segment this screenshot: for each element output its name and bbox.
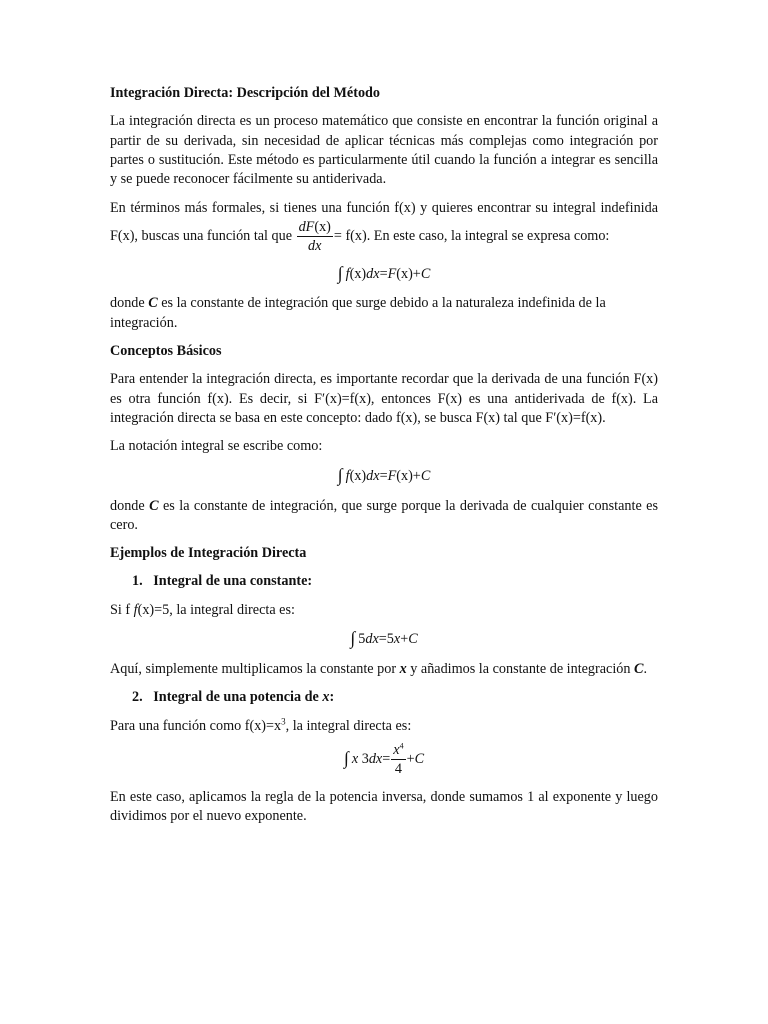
frac-numerator: dF: [298, 219, 315, 236]
eq-x: (x): [349, 467, 367, 484]
formal-paragraph: [110, 198, 658, 254]
example-2-intro: [110, 717, 658, 736]
ex2-label-post: :: [329, 689, 335, 706]
eq4-plus: +: [406, 751, 415, 768]
derivative-fraction: [297, 219, 333, 254]
formal-text-2: = f(x). En este caso, la integral se expresa como:: [333, 228, 610, 245]
eq-Fx: (x): [396, 265, 413, 282]
ex1-expl-pre: Aquí, simplemente multiplicamos la constante por: [110, 661, 400, 678]
donde-paragraph-2: [110, 497, 658, 536]
eq4-num-x: x: [393, 742, 400, 759]
equation-4: [110, 738, 658, 782]
eq3-equals: =: [378, 631, 387, 648]
ex1-x: (x): [137, 601, 155, 618]
intro-paragraph: La integración directa es un proceso matemático que consiste en encontrar la función original a partir de su derivada, sin necesidad de aplicar técnicas más complejas como integración por partes o sustitución. Este método es particularmente útil cuando la función a integrar es sencilla y se puede reconocer fácilmente su antiderivada.: [110, 113, 658, 188]
section-heading-ejemplos: Ejemplos de Integración Directa: [110, 545, 307, 562]
ex1-inline-math: [134, 602, 170, 618]
equation-1: [110, 258, 658, 288]
ex1-intro-post: , la integral directa es:: [169, 601, 295, 618]
example-1-explanation: [110, 660, 658, 679]
ex1-eq: =5: [154, 601, 170, 618]
eq4-den: 4: [394, 761, 402, 778]
integral-equation: [338, 263, 431, 284]
example-1-heading: 1. Integral de una constante:: [132, 573, 313, 590]
donde1-pre: donde: [110, 295, 149, 312]
integral-sign: ∫: [350, 628, 356, 649]
ex1-expl-mid: y añadimos la constante de integración: [406, 661, 635, 678]
eq-C: C: [420, 265, 431, 282]
eq-dx: dx: [366, 467, 380, 484]
example-2-explanation: En este caso, aplicamos la regla de la potencia inversa, donde sumamos 1 al exponente y luego dividimos por el nuevo exponente.: [110, 788, 658, 825]
frac-numerator-arg: (x): [314, 219, 331, 236]
frac-denominator: dx: [308, 238, 322, 255]
eq4-equals: =: [382, 751, 391, 768]
ex2-intro-pre: Para una función como f(x)=x: [110, 717, 282, 734]
ex1-expl-C: C: [634, 661, 644, 678]
integral-equation-3: [350, 628, 417, 649]
donde1-post: es la constante de integración que surge debido a la naturaleza indefinida de la integración.: [110, 295, 606, 331]
eq4-three: 3: [361, 751, 369, 768]
donde1-C: C: [148, 295, 158, 312]
eq3-dx: dx: [365, 631, 379, 648]
eq-F: F: [387, 265, 397, 282]
example-2-heading: [110, 688, 658, 707]
ex2-intro-sup: 3: [281, 715, 286, 726]
integral-sign: ∫: [343, 748, 349, 769]
eq4-dx: dx: [368, 751, 383, 768]
integral-equation-4: [344, 742, 424, 777]
ex2-label-x: x: [322, 689, 330, 706]
conceptos-paragraph: Para entender la integración directa, es importante recordar que la derivada de una función F(x) es otra función f(x). Es decir, si F′(x)=f(x), entonces F(x) es una antiderivada de f(x). La integración directa se basa en este concepto: dado f(x), se busca F(x) tal que F′(x)=f(x).: [110, 371, 658, 426]
ex2-intro-post: , la integral directa es:: [285, 717, 412, 734]
eq3-C: C: [408, 631, 418, 648]
ex1-expl-post: .: [643, 661, 648, 678]
eq3-five: 5: [358, 631, 366, 648]
donde-paragraph-1: [110, 294, 658, 333]
integral-sign: ∫: [337, 262, 343, 283]
formal-text-1: En términos más formales, si tienes una función f(x) y quieres encontrar su integral indefinida F(x), buscas una función tal que: [110, 200, 658, 245]
eq-plus: +: [412, 467, 421, 484]
eq-dx: dx: [366, 265, 380, 282]
eq4-C: C: [414, 751, 425, 768]
notacion-paragraph: La notación integral se escribe como:: [110, 438, 323, 455]
eq-Fx: (x): [396, 467, 413, 484]
donde2-pre: donde: [110, 497, 150, 514]
eq3-plus: +: [400, 631, 409, 648]
eq4-num-sup: 4: [399, 741, 404, 751]
section-heading-conceptos: Conceptos Básicos: [110, 343, 222, 360]
eq-x: (x): [349, 265, 367, 282]
integral-equation-2: [338, 465, 431, 486]
ex1-intro-pre: Si f: [110, 601, 134, 618]
eq-F: F: [387, 467, 397, 484]
donde2-C: C: [149, 497, 159, 514]
document-page: [110, 84, 658, 827]
equation-2: [110, 461, 658, 491]
eq-equals: =: [379, 265, 388, 282]
ex1-f: f: [133, 601, 138, 618]
eq-f: f: [345, 265, 350, 282]
example-1-intro: [110, 601, 658, 620]
ex1-expl-x: x: [399, 661, 407, 678]
eq4-x: x: [351, 751, 359, 768]
eq-equals: =: [379, 467, 388, 484]
document-title: Integración Directa: Descripción del Método: [110, 85, 381, 101]
eq-C: C: [420, 467, 431, 484]
eq-f: f: [345, 467, 350, 484]
equation-3: [110, 624, 658, 654]
eq-plus: +: [412, 265, 421, 282]
eq4-fraction: [391, 742, 405, 777]
eq3-coef: 5: [386, 631, 394, 648]
integral-sign: ∫: [337, 464, 343, 485]
ex2-label-pre: 2. Integral de una potencia de: [132, 689, 323, 706]
eq3-x: x: [393, 631, 401, 648]
donde2-post: es la constante de integración, que surge porque la derivada de cualquier constante es cero.: [110, 497, 658, 533]
